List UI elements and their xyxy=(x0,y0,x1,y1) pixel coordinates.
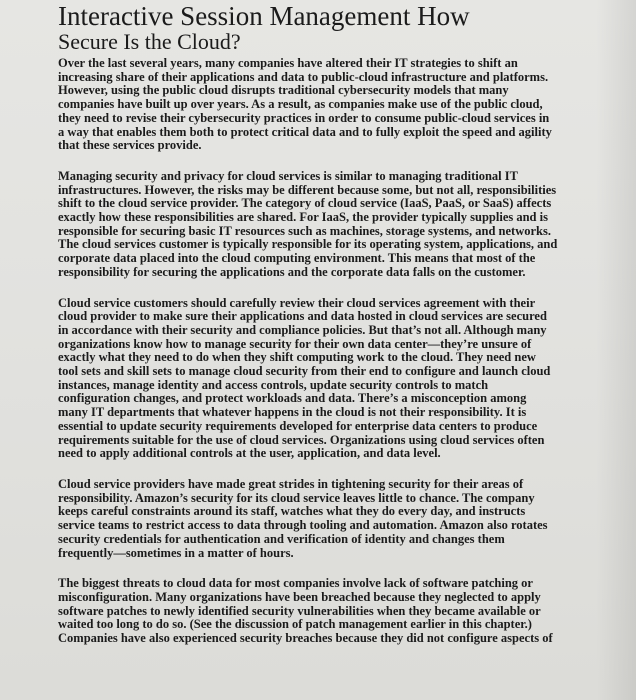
page-content xyxy=(58,2,558,646)
paragraph-3: Cloud service customers should carefully review their cloud services agreement with their cloud provider to make sure their applications and data hosted in cloud services are secured in accordance with their security and compliance policies. But that’s not all. Although many organizations know how to manage security for their own data center—they’re unsure of exactly what they need to do when they shift computing work to the cloud. They need new tool sets and skill sets to manage cloud security from their end to configure and launch cloud instances, manage identity and access controls, update security controls to match configuration changes, and protect workloads and data. There’s a misconception among many IT departments that whatever happens in the cloud is not their responsibility. It is essential to update security requirements developed for enterprise data centers to produce requirements suitable for the use of cloud services. Organizations using cloud services often need to apply additional controls at the user, application, and data level. xyxy=(58,295,551,461)
paragraph-5: The biggest threats to cloud data for most companies involve lack of software patching or misconfiguration. Many organizations have been breached because they neglected to apply software patches to newly identified security vulnerabilities when they became available or waited too long to do so. (See the discussion of patch management earlier in this chapter.) Companies have also experienced security breaches because they did not configure aspects of xyxy=(58,576,553,646)
page-subtitle: Secure Is the Cloud? xyxy=(58,29,241,54)
paragraph-2: Managing security and privacy for cloud services is similar to managing traditional IT infrastructures. However, the risks may be different because some, but not all, responsibilities shift to the cloud service provider. The category of cloud service (IaaS, PaaS, or SaaS) affects exactly how these responsibilities are shared. For IaaS, the provider typically supplies and is responsible for securing basic IT resources such as machines, storage systems, and networks. The cloud services customer is typically responsible for its operating system, applications, and corporate data placed into the cloud computing environment. This means that most of the responsibility for securing the applications and the corporate data falls on the customer. xyxy=(58,168,558,279)
paragraph-1: Over the last several years, many companies have altered their IT strategies to shift an increasing share of their applications and data to public-cloud infrastructure and platforms. However, using the public cloud disrupts traditional cybersecurity models that many companies have built up over years. As a result, as companies make use of the public cloud, they need to revise their cybersecurity practices in order to consume public-cloud services in a way that enables them both to protect critical data and to fully exploit the speed and agility that these services provide. xyxy=(58,56,552,153)
page-edge-shadow xyxy=(596,0,636,700)
paragraph-4: Cloud service providers have made great strides in tightening security for their areas of responsibility. Amazon’s security for its cloud service leaves little to chance. The company keeps careful constraints around its staff, watches what they do every day, and instructs service teams to restrict access to data through tooling and automation. Amazon also rotates security credentials for authentication and verification of identity and changes them frequently—sometimes in a matter of hours. xyxy=(58,476,548,560)
page-title: Interactive Session Management How xyxy=(58,1,470,31)
